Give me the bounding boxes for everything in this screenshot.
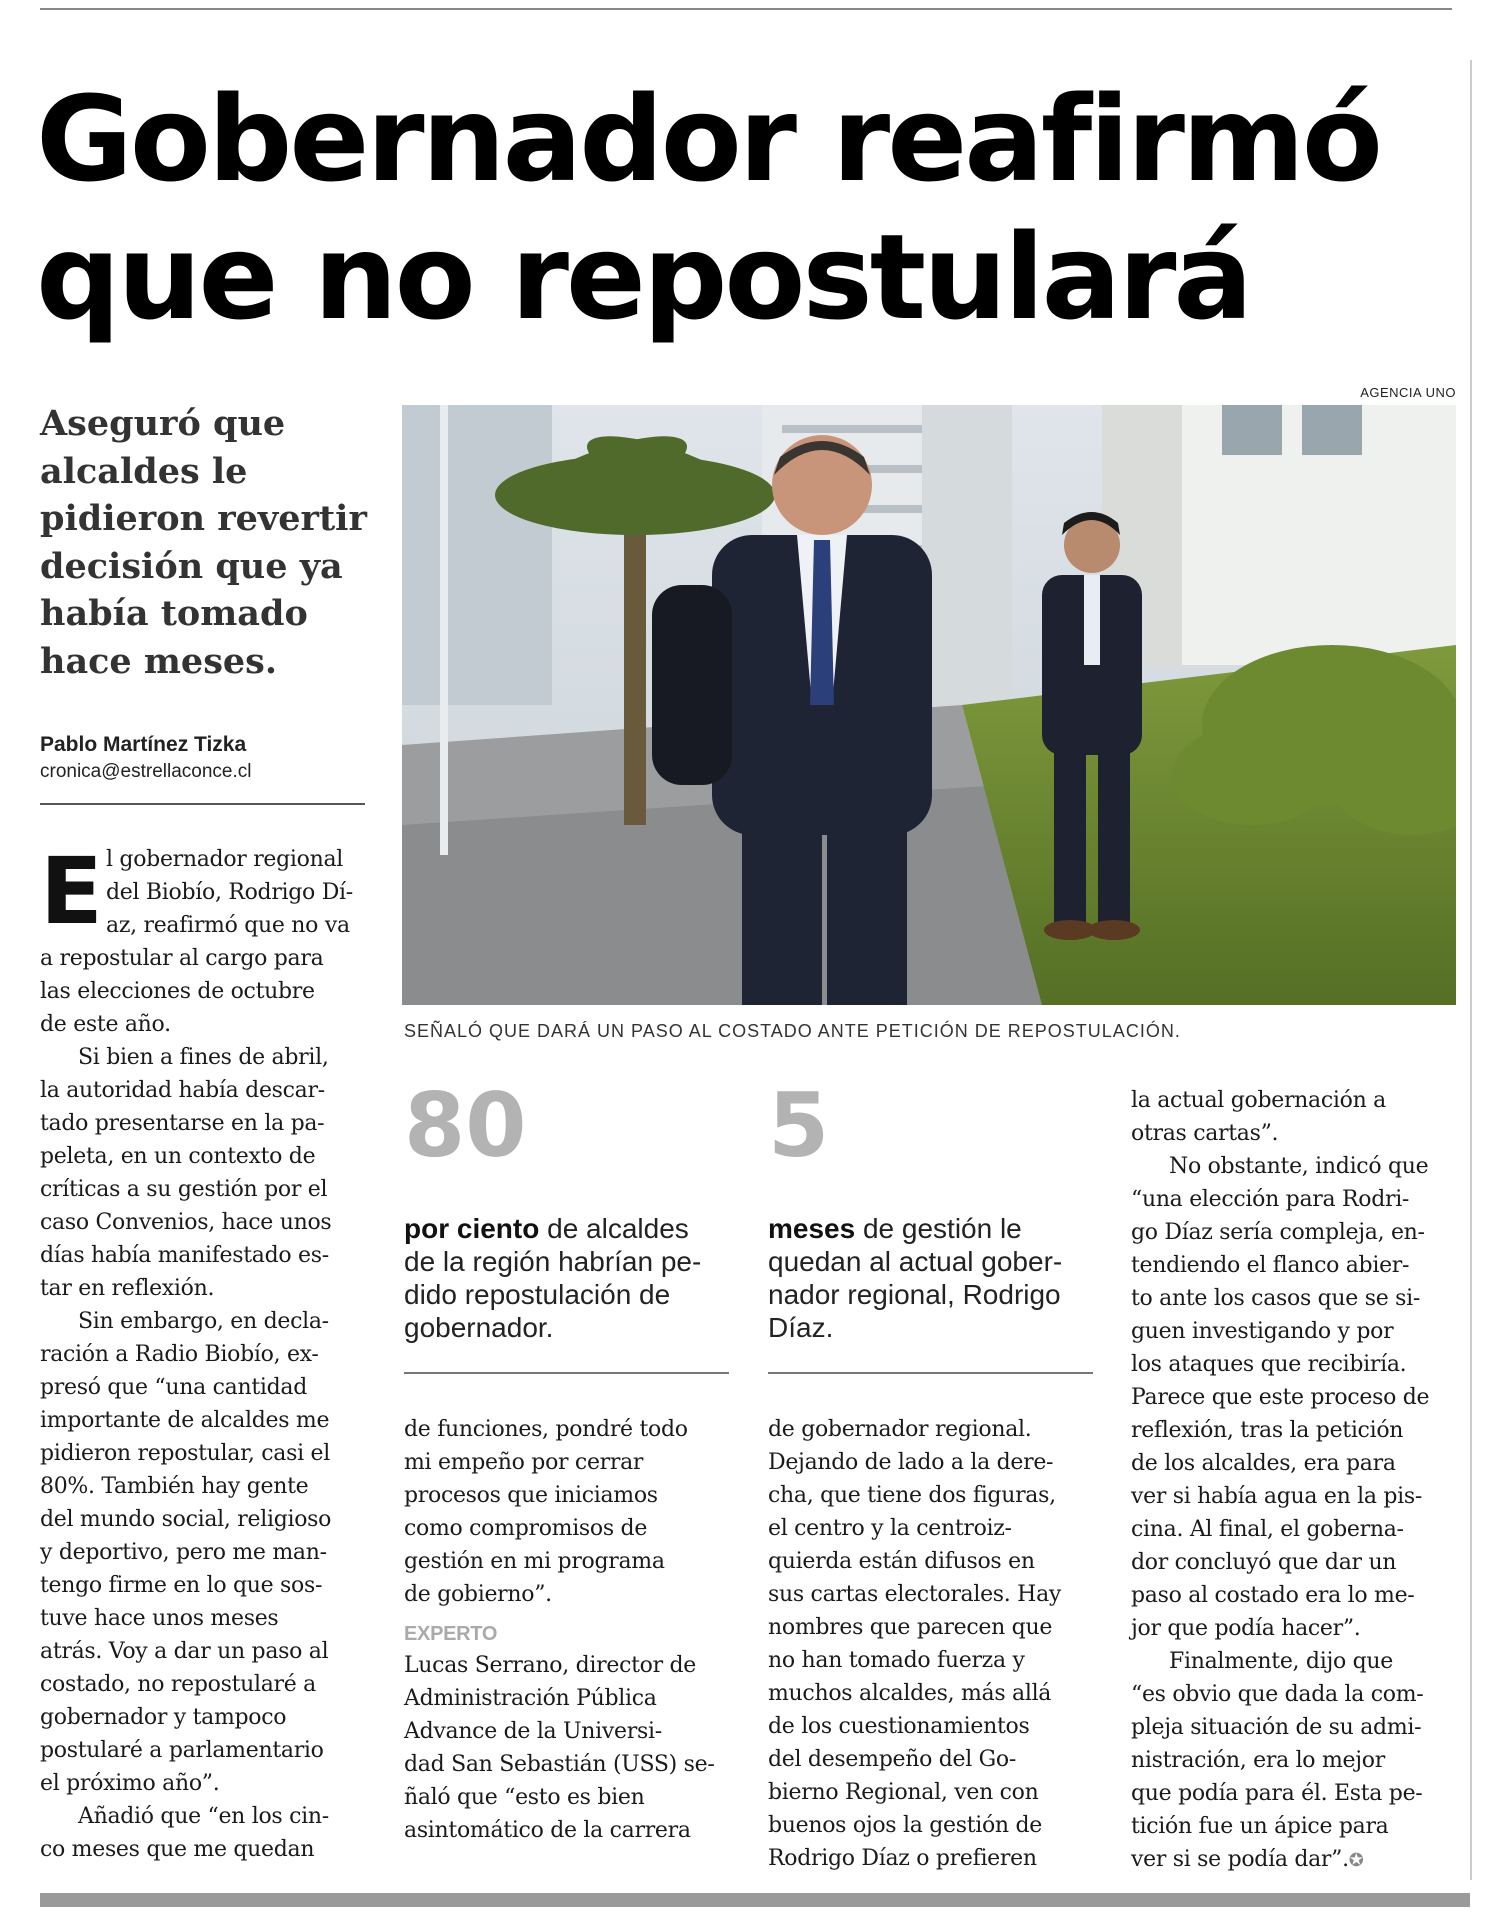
text-line: “es obvio que dada la com- — [1131, 1682, 1424, 1707]
stat-divider — [404, 1372, 729, 1374]
backpack — [652, 585, 732, 785]
text-line: peleta, en un contexto de — [40, 1144, 316, 1169]
text-line: pidieron repostular, casi el — [40, 1441, 330, 1466]
article-column-3 — [768, 1413, 1093, 1875]
subhead-line: pidieron revertir — [40, 498, 367, 539]
text-line: caso Convenios, hace unos — [40, 1210, 332, 1235]
text-line: postularé a parlamentario — [40, 1738, 324, 1763]
author-email: cronica@estrellaconce.cl — [40, 761, 252, 782]
text-line: jor que podía hacer”. — [1131, 1616, 1361, 1641]
stat-line: gobernador. — [404, 1312, 554, 1343]
text-line: ver si se podía dar”. — [1131, 1847, 1349, 1872]
text-line: presó que “una cantidad — [40, 1375, 307, 1400]
subhead-line: había tomado — [40, 593, 308, 634]
subhead-line: hace meses. — [40, 640, 278, 682]
text-line: gestión en mi programa — [404, 1549, 665, 1574]
article-column-1 — [40, 838, 370, 1866]
text-line: el centro y la centroiz- — [768, 1516, 1012, 1541]
right-rule — [1470, 60, 1472, 1880]
text-line: tar en reflexión. — [40, 1276, 215, 1301]
text-line: nombres que parecen que — [768, 1615, 1053, 1640]
text-line: Si bien a fines de abril, — [78, 1045, 329, 1070]
text-line: la actual gobernación a — [1131, 1088, 1386, 1113]
text-line: a repostular al cargo para — [40, 946, 324, 971]
stat-text-80 — [404, 1212, 701, 1344]
author-divider — [40, 803, 365, 805]
text-line: tado presentarse en la pa- — [40, 1111, 325, 1136]
stat-line: quedan al actual gober- — [768, 1246, 1063, 1277]
subheadline — [40, 400, 370, 685]
top-rule — [40, 8, 1452, 10]
stat-bold: meses — [768, 1213, 856, 1244]
text-line: buenos ojos la gestión de — [768, 1813, 1042, 1838]
text-line: de los alcaldes, era para — [1131, 1451, 1396, 1476]
subhead-line: decisión que ya — [40, 545, 343, 587]
text-line: tición fue un ápice para — [1131, 1814, 1389, 1839]
text-line: ver si había agua en la pis- — [1131, 1484, 1423, 1509]
text-line: de los cuestionamientos — [768, 1714, 1030, 1739]
subhead-line: alcaldes le — [40, 450, 248, 492]
stat-line: de alcaldes — [539, 1213, 689, 1244]
text-line: que podía para él. Esta pe- — [1131, 1781, 1423, 1806]
text-line: tengo firme en lo que sos- — [40, 1573, 323, 1598]
building-left — [402, 405, 552, 705]
text-line: quierda están difusos en — [768, 1549, 1035, 1574]
text-line: no han tomado fuerza y — [768, 1648, 1025, 1673]
text-line: los ataques que recibiría. — [1131, 1352, 1407, 1377]
article-column-4 — [1131, 1084, 1461, 1877]
text-line: Lucas Serrano, director de — [404, 1653, 697, 1678]
text-line: l gobernador regional — [106, 847, 344, 872]
section-label-experto: EXPERTO — [404, 1623, 498, 1645]
stat-number-5: 5 — [768, 1074, 830, 1177]
stat-divider — [768, 1372, 1093, 1374]
text-line: dad San Sebastián (USS) se- — [404, 1752, 715, 1777]
text-line: de gobierno”. — [404, 1582, 552, 1607]
stat-line: de gestión le — [855, 1213, 1022, 1244]
text-line: cina. Al final, el goberna- — [1131, 1517, 1404, 1542]
headline-line-2: que no repostulará — [36, 208, 1251, 346]
text-line: sus cartas electorales. Hay — [768, 1582, 1062, 1607]
text-line: cha, que tiene dos figuras, — [768, 1483, 1056, 1508]
author-name: Pablo Martínez Tizka — [40, 733, 247, 756]
stat-line: de la región habrían pe- — [404, 1246, 702, 1277]
stat-number-80: 80 — [404, 1074, 527, 1177]
text-line: asintomático de la carrera — [404, 1818, 691, 1843]
stat-line: nador regional, Rodrigo — [768, 1279, 1061, 1310]
text-line: procesos que iniciamos — [404, 1483, 658, 1508]
text-line: costado, no repostularé a — [40, 1672, 316, 1697]
text-line: de este año. — [40, 1012, 171, 1037]
text-line: otras cartas”. — [1131, 1121, 1279, 1146]
text-line: del Biobío, Rodrigo Dí- — [106, 880, 353, 905]
text-line: gobernador y tampoco — [40, 1705, 287, 1730]
headline-line-1: Gobernador reafirmó — [36, 70, 1380, 208]
drop-cap: E — [40, 838, 103, 945]
text-line: el próximo año”. — [40, 1771, 220, 1796]
text-line: Sin embargo, en decla- — [78, 1309, 329, 1334]
stat-text-5 — [768, 1212, 1062, 1344]
text-line: Administración Pública — [404, 1686, 657, 1711]
text-line: días había manifestado es- — [40, 1243, 329, 1268]
text-line: de funciones, pondré todo — [404, 1417, 688, 1442]
text-line: 80%. También hay gente — [40, 1474, 309, 1499]
text-line: como compromisos de — [404, 1516, 648, 1541]
photo-illustration — [402, 405, 1456, 1005]
text-line: Rodrigo Díaz o prefieren — [768, 1846, 1037, 1871]
text-line: nistración, era lo mejor — [1131, 1748, 1385, 1773]
text-line: go Díaz sería compleja, en- — [1131, 1220, 1425, 1245]
text-line: importante de alcaldes me — [40, 1408, 330, 1433]
palm-trunk — [624, 505, 646, 825]
text-line: to ante los casos que se si- — [1131, 1286, 1420, 1311]
photo-caption: SEÑALÓ QUE DARÁ UN PASO AL COSTADO ANTE PETICIÓN DE REPOSTULACIÓN. — [404, 1021, 1181, 1041]
text-line: tendiendo el flanco abier- — [1131, 1253, 1410, 1278]
text-line: de gobernador regional. — [768, 1417, 1032, 1442]
text-line: “una elección para Rodri- — [1131, 1187, 1410, 1212]
text-line: pleja situación de su admi- — [1131, 1715, 1422, 1740]
text-line: la autoridad había descar- — [40, 1078, 325, 1103]
text-line: mi empeño por cerrar — [404, 1450, 644, 1475]
headline — [36, 70, 1456, 346]
text-line: ñaló que “esto es bien — [404, 1785, 645, 1810]
news-photo — [402, 405, 1456, 1005]
text-line: co meses que me quedan — [40, 1837, 315, 1862]
text-line: az, reafirmó que no va — [106, 913, 350, 938]
stat-bold: por ciento — [404, 1213, 540, 1244]
article-column-2 — [404, 1413, 729, 1847]
text-line: del desempeño del Go- — [768, 1747, 1017, 1772]
text-line: guen investigando y por — [1131, 1319, 1394, 1344]
stat-line: Díaz. — [768, 1312, 834, 1343]
text-line: Dejando de lado a la dere- — [768, 1450, 1054, 1475]
text-line: las elecciones de octubre — [40, 979, 315, 1004]
text-line: bierno Regional, ven con — [768, 1780, 1039, 1805]
end-mark-icon: ✪ — [1348, 1850, 1364, 1871]
text-line: No obstante, indicó que — [1169, 1154, 1429, 1179]
text-line: del mundo social, religioso — [40, 1507, 332, 1532]
text-line: dor concluyó que dar un — [1131, 1550, 1397, 1575]
text-line: Parece que este proceso de — [1131, 1385, 1430, 1410]
text-line: Advance de la Universi- — [404, 1719, 662, 1744]
text-line: y deportivo, pero me man- — [40, 1540, 327, 1565]
text-line: Finalmente, dijo que — [1169, 1649, 1393, 1674]
lamp-post — [440, 405, 448, 855]
text-line: paso al costado era lo me- — [1131, 1583, 1415, 1608]
text-line: muchos alcaldes, más allá — [768, 1681, 1052, 1706]
subhead-line: Aseguró que — [40, 403, 286, 444]
text-line: Añadió que “en los cin- — [78, 1804, 329, 1829]
bottom-rule — [40, 1893, 1470, 1907]
stat-line: dido repostulación de — [404, 1279, 671, 1310]
text-line: críticas a su gestión por el — [40, 1177, 328, 1202]
photo-credit: AGENCIA UNO — [1360, 385, 1456, 400]
text-line: ración a Radio Biobío, ex- — [40, 1342, 319, 1367]
text-line: reflexión, tras la petición — [1131, 1418, 1404, 1443]
text-line: tuve hace unos meses — [40, 1606, 279, 1631]
text-line: atrás. Voy a dar un paso al — [40, 1639, 329, 1664]
